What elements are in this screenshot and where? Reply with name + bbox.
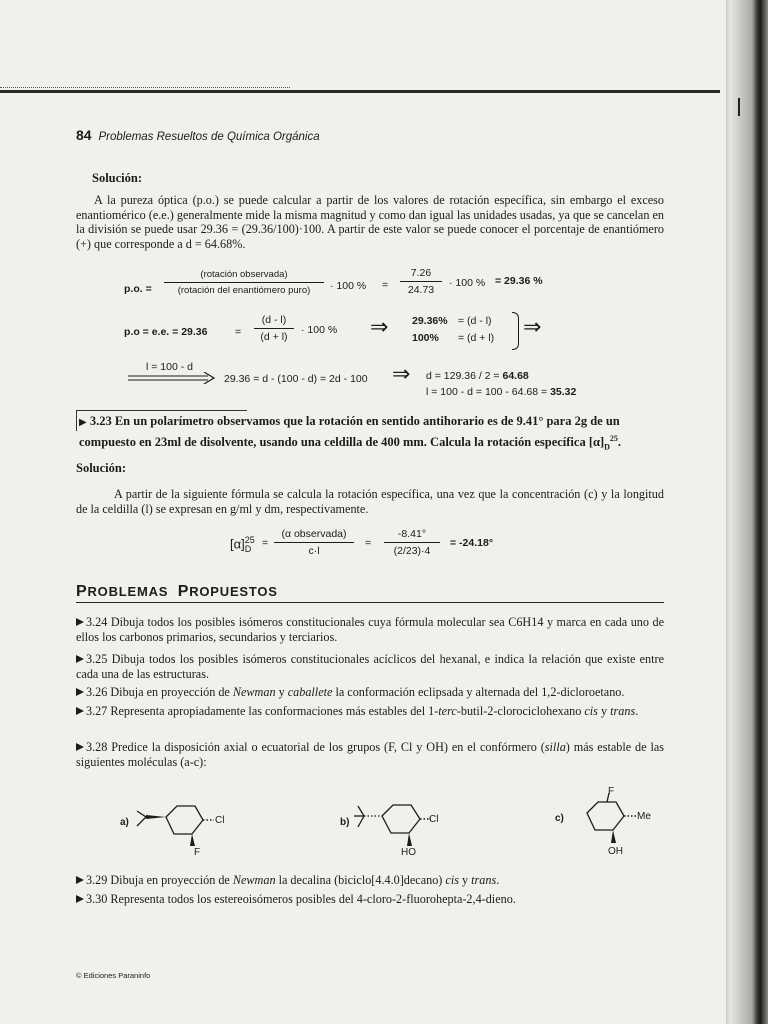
molecule-a-structure [134, 790, 244, 860]
problem-italic-2: cis [584, 704, 598, 718]
problem-text: Representa todos los estereoisómeros posibles del 4-cloro-2-fluorohepta-2,4-dieno. [110, 892, 516, 906]
eq2-numerator: (d - l) [261, 314, 287, 326]
eq3-l-expression: l = 100 - d = 100 - 64.68 = [426, 386, 548, 398]
eq2-system-2-right: = (d + l) [458, 332, 495, 344]
eq3-l-line [426, 386, 576, 398]
eq2-lhs: p.o = e.e. = 29.36 [124, 326, 208, 338]
specific-rotation-superscript: 25 [609, 433, 618, 443]
eq3-l-value: 35.32 [550, 386, 577, 398]
eq1-times: · 100 % [330, 280, 367, 292]
eq2-equals: = [235, 326, 242, 338]
section-rest-1: ROBLEMAS [87, 584, 169, 599]
implies-arrow-2: ⇒ [523, 314, 542, 339]
sup-sub-stack [245, 536, 255, 554]
section-heading-proposed-problems [76, 583, 664, 603]
molecule-b [337, 790, 487, 860]
eq1-result: = 29.36 % [495, 275, 543, 287]
d-line-subscript: D [244, 544, 252, 554]
molecule-a-label: a) [120, 817, 129, 828]
book-title: Problemas Resueltos de Química Orgánica [98, 131, 320, 143]
problem-text-b: -butil-2-clorociclohexano [456, 704, 585, 718]
eq4-result: = -24.18° [450, 537, 494, 549]
problem-italic-1: Newman [232, 873, 276, 887]
triangle-bullet-icon [76, 876, 84, 884]
problem-number: 3.25 [86, 652, 108, 666]
molecule-a [120, 790, 270, 860]
problem-text-a: Representa apropiadamente las conformaciones más estables del 1- [110, 704, 439, 718]
problem-italic-3: trans [471, 873, 497, 887]
problem-italic-2: cis [445, 873, 459, 887]
problem-text-a: En un polarímetro observamos que la rotación en sentido antihorario es de 9.41° para 2g de un [114, 414, 620, 428]
eq2-denominator: (d + l) [260, 331, 288, 343]
header-rule [0, 90, 720, 93]
eq1-fraction [164, 269, 324, 296]
molecule-c [555, 786, 685, 862]
molecule-a-substituent-1: Cl [215, 815, 225, 826]
eq4-fraction [274, 528, 354, 557]
eq1-lhs: p.o. = [124, 283, 152, 295]
solution-paragraph-1: A la pureza óptica (p.o.) se puede calcular a partir de los valores de rotación específica, sin embargo el exceso enantiomérico (e.e.) generalmente mide la misma magnitud y como dan igual las unidades usadas, ya que se cancelan en la división se puede usar 29.36 = (29.36/100)·100. A partir de este valor se puede conocer el porcentaje de enantiómero (+) que corresponde a d = 64.68%. [76, 193, 664, 251]
section-cap-2: P [177, 583, 190, 600]
problem-3-23 [79, 414, 669, 455]
problem-text-b: y [275, 685, 288, 699]
problem-italic-2: caballete [287, 685, 333, 699]
eq1-equals: = [382, 279, 389, 291]
problem-3-24 [76, 615, 664, 644]
eq4-fraction-values [384, 528, 440, 557]
eq1-denominator: (rotación del enantiómero puro) [177, 285, 311, 296]
eq3-d-line [426, 370, 529, 382]
specific-rotation-subscript: D [604, 442, 610, 452]
eq4-numerator: (α observada) [281, 528, 347, 540]
eq3-d-value: 64.68 [502, 370, 529, 382]
section-rest-2: ROPUESTOS [189, 584, 278, 599]
problem-3-26 [76, 685, 664, 700]
triangle-icon: ▶ [79, 417, 87, 428]
eq4-equals: = [262, 537, 269, 549]
eq1-numerator: (rotación observada) [200, 269, 288, 280]
problem-text: Dibuja todos los posibles isómeros constitucionales cuya fórmula molecular sea C6H14 y marca en cada uno de ellos los carbonos primarios, secundarios y terciarios. [76, 615, 665, 644]
eq2-system-2-left: 100% [412, 332, 439, 344]
eq1-fraction-values [400, 267, 442, 296]
temperature-superscript: 25 [244, 535, 255, 545]
problem-number: 3.29 [86, 873, 108, 887]
molecule-b-substituent-2: HO [401, 847, 416, 858]
problem-3-29 [76, 873, 664, 888]
problem-text-b: compuesto en 23ml de disolvente, usando una celdilla de 400 mm. Calcula la rotación específica [α] [79, 434, 605, 449]
system-brace [512, 312, 519, 350]
problem-number: 3.26 [86, 685, 108, 699]
eq4-numerator-value: -8.41° [397, 528, 427, 540]
book-spine-shadow [726, 0, 768, 1024]
footer-copyright: © Ediciones Paraninfo [76, 971, 151, 980]
spine-mark [738, 98, 740, 116]
triangle-bullet-icon [76, 707, 84, 715]
problem-3-28 [76, 740, 664, 769]
problem-italic-1: silla [544, 740, 566, 754]
problem-text-b: ) más estable de las siguientes moléculas (a-c): [76, 740, 665, 769]
implies-arrow: ⇒ [370, 314, 389, 339]
problem-3-30 [76, 892, 664, 907]
molecule-c-structure [575, 786, 675, 862]
problem-number: 3.27 [86, 704, 108, 718]
solution-paragraph-2: A partir de la siguiente fórmula se calcula la rotación específica, una vez que la concentración (c) y la longitud de la celdilla (l) se expresan en g/ml y dm, respectivamente. [76, 487, 664, 516]
specific-rotation-symbol [230, 536, 255, 554]
problem-text-a: Dibuja en proyección de [110, 685, 233, 699]
problem-italic-1: Newman [232, 685, 276, 699]
page-number: 84 [76, 127, 92, 143]
triangle-bullet-icon [76, 895, 84, 903]
eq3-d-expression: d = 129.36 / 2 = [426, 370, 500, 382]
problem-text-d: . [496, 873, 500, 887]
problem-number: 3.24 [86, 615, 108, 629]
problem-3-25 [76, 652, 664, 681]
problem-text-a: Dibuja en proyección de [110, 873, 233, 887]
problem-number: 3.30 [86, 892, 108, 906]
molecule-a-substituent-2: F [194, 847, 201, 858]
triangle-bullet-icon [76, 743, 84, 751]
molecule-c-substituent-2: Me [637, 811, 651, 822]
alpha-bracket: [α] [230, 536, 245, 552]
solution-heading-2: Solución: [76, 461, 127, 475]
triangle-bullet-icon [76, 688, 84, 696]
problem-end: . [617, 434, 622, 449]
problem-italic-1: terc [438, 704, 457, 718]
eq2-fraction [254, 314, 294, 343]
molecule-c-label: c) [555, 813, 564, 824]
solution-heading-1: Solución: [92, 171, 143, 185]
eq3-step: 29.36 = d - (100 - d) = 2d - 100 [224, 373, 368, 385]
eq1-denominator-value: 24.73 [407, 284, 435, 296]
problem-number: 3.23 [89, 414, 112, 428]
eq2-system-1-left: 29.36% [412, 315, 448, 327]
molecule-b-label: b) [340, 817, 350, 828]
problem-text-a: Predice la disposición axial o ecuatorial de los grupos (F, Cl y OH) en el confórmero ( [111, 740, 545, 754]
eq1-times-2: · 100 % [449, 277, 486, 289]
implies-arrow-3: ⇒ [392, 361, 411, 386]
eq1-numerator-value: 7.26 [410, 267, 432, 279]
problem-text: Dibuja todos los posibles isómeros constitucionales acíclicos del hexanal, e indica la relación que existe entre cada una de las estructuras. [76, 652, 665, 681]
problem-text-c: y [597, 704, 611, 718]
eq2-times: · 100 % [301, 324, 338, 336]
molecule-c-substituent-3: OH [608, 846, 623, 857]
eq4-denominator-value: (2/23)·4 [393, 545, 431, 557]
problem-text-c: y [458, 873, 472, 887]
problem-3-27 [76, 704, 664, 719]
eq4-denominator: c·l [308, 545, 320, 557]
molecule-c-substituent-1: F [608, 786, 615, 797]
eq4-equals-2: = [365, 537, 372, 549]
long-implies-arrow [128, 372, 218, 384]
eq2-system-1-right: = (d - l) [458, 315, 492, 327]
triangle-bullet-icon [76, 655, 84, 663]
problem-text-c: la conformación eclipsada y alternada del 1,2-dicloroetano. [332, 685, 625, 699]
problem-italic-3: trans [610, 704, 636, 718]
problem-number: 3.28 [86, 740, 108, 754]
triangle-bullet-icon [76, 618, 84, 626]
section-cap-1: P [76, 583, 88, 600]
molecule-b-substituent-1: Cl [429, 814, 439, 825]
eq3-substitution: l = 100 - d [146, 361, 193, 373]
problem-text-d: . [635, 704, 639, 718]
running-header [76, 127, 320, 143]
problem-text-b: la decalina (biciclo[4.4.0]decano) [275, 873, 446, 887]
